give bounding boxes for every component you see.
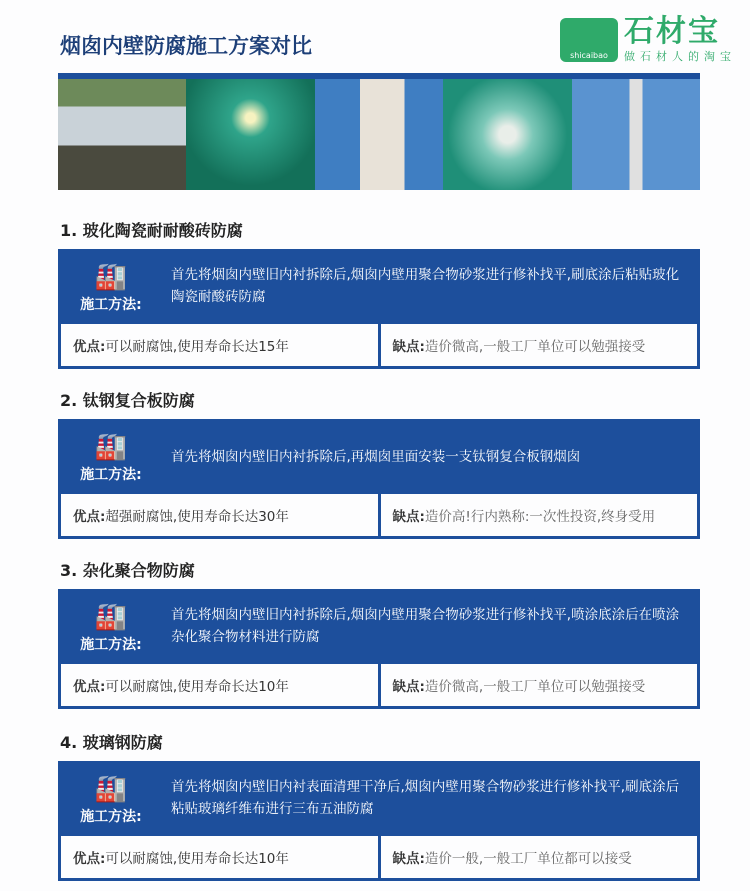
pro-label: 优点: bbox=[73, 339, 106, 355]
method-label: 施工方法: bbox=[80, 809, 142, 825]
watermark-logo bbox=[560, 18, 618, 62]
watermark bbox=[560, 16, 736, 64]
method-text: 首先将烟囱内壁旧内衬拆除后,再烟囱里面安装一支钛钢复合板钢烟囱 bbox=[171, 449, 581, 465]
method-label: 施工方法: bbox=[80, 637, 142, 653]
pro-label: 优点: bbox=[73, 509, 106, 525]
factory-icon: 🏭 bbox=[94, 262, 128, 292]
con-text: 造价微高,一般工厂单位可以勉强接受 bbox=[424, 679, 646, 695]
section-heading: 4. 玻璃钢防腐 bbox=[60, 733, 163, 752]
section-heading: 1. 玻化陶瓷耐耐酸砖防腐 bbox=[60, 221, 243, 240]
chimney-top-view-photo bbox=[443, 79, 571, 190]
con-label: 缺点: bbox=[392, 509, 425, 525]
section-heading: 3. 杂化聚合物防腐 bbox=[60, 561, 195, 580]
method-box bbox=[58, 249, 700, 369]
pipeline-photo bbox=[58, 79, 186, 190]
con-label: 缺点: bbox=[392, 679, 425, 695]
factory-icon: 🏭 bbox=[94, 602, 128, 632]
watermark-brand: 石材宝 bbox=[624, 14, 720, 49]
con-label: 缺点: bbox=[392, 851, 425, 867]
con-label: 缺点: bbox=[392, 339, 425, 355]
page-title: 烟囱内壁防腐施工方案对比 bbox=[60, 34, 312, 58]
method-box bbox=[58, 589, 700, 709]
factory-icon: 🏭 bbox=[94, 774, 128, 804]
pro-text: 可以耐腐蚀,使用寿命长达10年 bbox=[105, 851, 289, 867]
section-3 bbox=[58, 558, 700, 709]
chimney-tower-photo bbox=[572, 79, 700, 190]
section-heading: 2. 钛钢复合板防腐 bbox=[60, 391, 195, 410]
method-label: 施工方法: bbox=[80, 297, 142, 313]
method-text: 首先将烟囱内壁旧内衬拆除后,烟囱内壁用聚合物砂浆进行修补找平,喷涂底涂后在喷涂杂化聚合物材料进行防腐 bbox=[171, 607, 680, 645]
watermark-pinyin: shicaibao bbox=[570, 51, 608, 60]
section-1 bbox=[58, 218, 700, 369]
con-text: 造价微高,一般工厂单位可以勉强接受 bbox=[424, 339, 646, 355]
pro-text: 可以耐腐蚀,使用寿命长达15年 bbox=[105, 339, 289, 355]
method-label: 施工方法: bbox=[80, 467, 142, 483]
green-chimney-interior-photo bbox=[186, 79, 314, 190]
banner-images bbox=[58, 73, 700, 190]
method-box bbox=[58, 419, 700, 539]
factory-icon: 🏭 bbox=[94, 432, 128, 462]
watermark-slogan: 做石材人的淘宝 bbox=[624, 50, 736, 63]
method-text: 首先将烟囱内壁旧内衬拆除后,烟囱内壁用聚合物砂浆进行修补找平,刷底涂后粘贴玻化陶瓷耐酸砖防腐 bbox=[171, 267, 680, 305]
method-box bbox=[58, 761, 700, 881]
pro-text: 超强耐腐蚀,使用寿命长达30年 bbox=[105, 509, 289, 525]
pro-text: 可以耐腐蚀,使用寿命长达10年 bbox=[105, 679, 289, 695]
section-2 bbox=[58, 388, 700, 539]
con-text: 造价一般,一般工厂单位都可以接受 bbox=[424, 851, 632, 867]
section-4 bbox=[58, 730, 700, 881]
pro-label: 优点: bbox=[73, 679, 106, 695]
pro-label: 优点: bbox=[73, 851, 106, 867]
chimney-exterior-photo bbox=[315, 79, 443, 190]
method-text: 首先将烟囱内壁旧内衬表面清理干净后,烟囱内壁用聚合物砂浆进行修补找平,刷底涂后粘贴玻璃纤维布进行三布五油防腐 bbox=[171, 779, 680, 817]
con-text: 造价高!行内熟称:一次性投资,终身受用 bbox=[424, 509, 656, 525]
